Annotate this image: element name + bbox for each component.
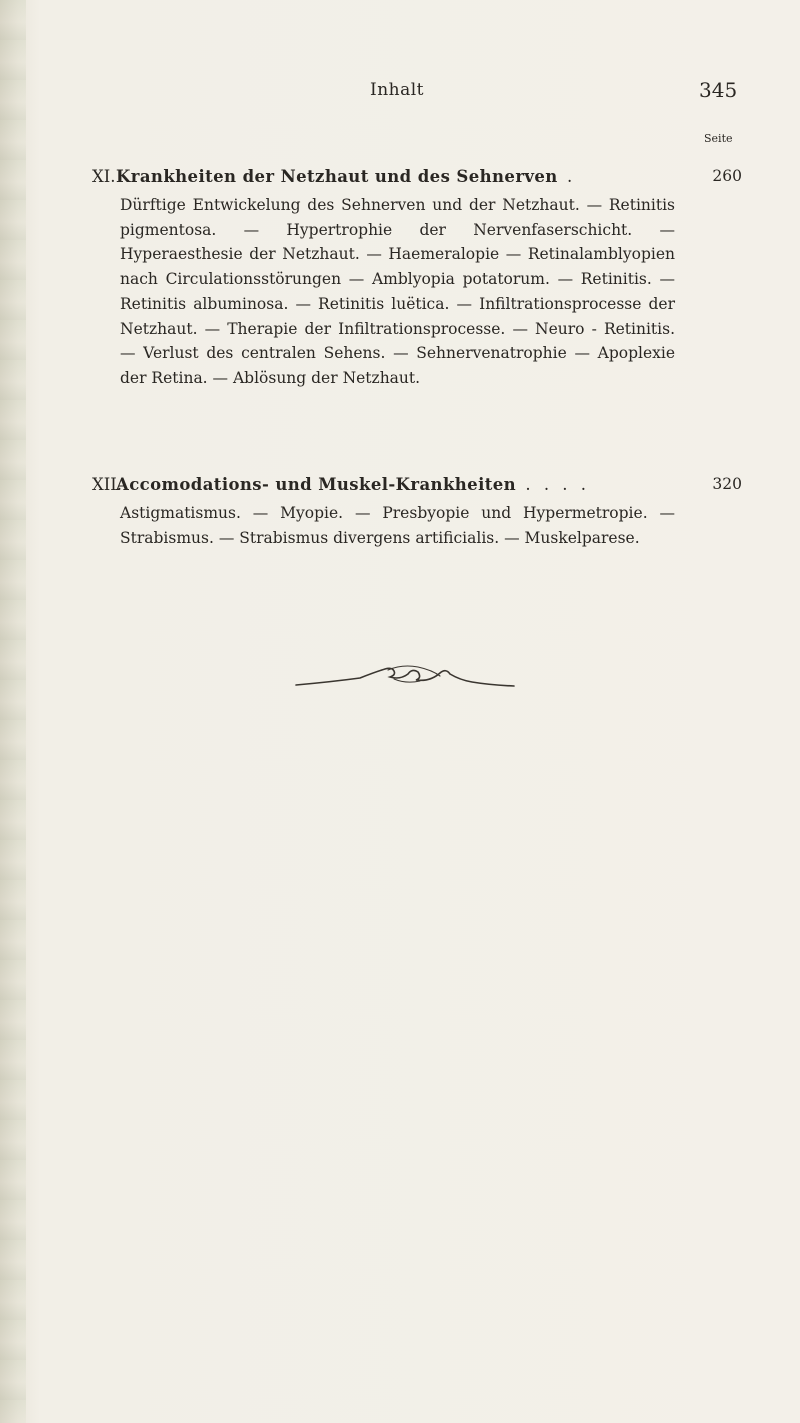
chapter-contents: Dürftige Entwickelung des Sehnerven und der Netzhaut. — Retinitis pigmentosa. — Hypertrophie der Nervenfaserschicht. — Hyperaesthesie der Netzhaut. — Haemeralopie — Retinalamblyopien nach Circulationsstörungen — Amblyopia potatorum. — Retinitis. — Retinitis albuminosa. — Retinitis luëtica. — Infiltrationsprocesse der Netzhaut. — Therapie der Infiltrationsprocesse. — Neuro - Retinitis. — Verlust des centralen Sehens. — Sehnervenatrophie — Apoplexie der Retina. — Ablösung der Netzhaut. <box>120 196 675 387</box>
chapter-leader-dots: . <box>557 167 577 186</box>
chapter-title-text: Accomodations- und Muskel-Krankheiten <box>116 475 517 494</box>
toc-entry-heading <box>92 167 742 193</box>
chapter-page-number: 320 <box>712 475 742 493</box>
toc-entry-xi <box>92 167 742 391</box>
toc-entry-heading <box>92 475 742 501</box>
chapter-numeral: XII. <box>92 475 123 494</box>
chapter-title <box>116 167 576 186</box>
page-edge <box>0 0 26 1423</box>
page-column-label: Seite <box>704 132 733 145</box>
end-flourish-icon <box>290 658 520 698</box>
chapter-page-number: 260 <box>712 167 742 185</box>
toc-entry-xii <box>92 475 742 550</box>
chapter-title-text: Krankheiten der Netzhaut und des Sehnerven <box>116 167 558 186</box>
chapter-title <box>116 475 590 494</box>
chapter-contents: Astigmatismus. — Myopie. — Presbyopie und Hypermetropie. — Strabismus. — Strabismus divergens artificialis. — Muskelparese. <box>120 504 675 547</box>
running-header-page-number: 345 <box>699 78 738 102</box>
chapter-numeral: XI. <box>92 167 116 186</box>
chapter-leader-dots: . . . . <box>516 475 591 494</box>
running-header-title: Inhalt <box>370 80 425 100</box>
